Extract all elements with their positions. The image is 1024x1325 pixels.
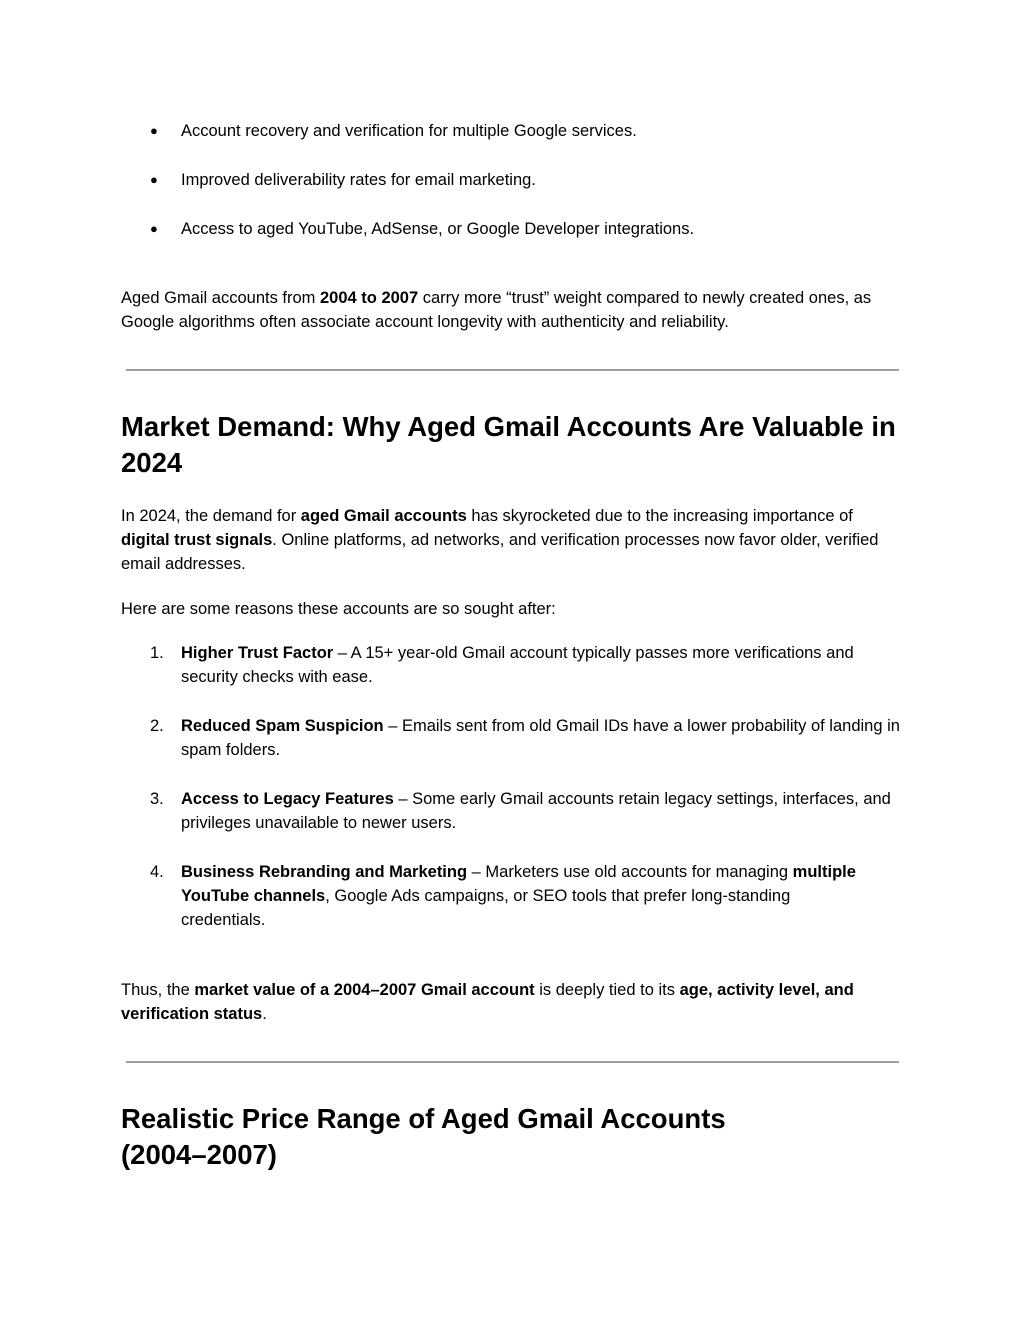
- bold-text: age, activity level, and verification status: [121, 981, 854, 1023]
- bullet-icon: ●: [150, 123, 158, 138]
- bullet-item: Access to aged YouTube, AdSense, or Google Developer integrations.: [181, 220, 695, 238]
- text: In 2024, the demand for: [121, 507, 301, 525]
- list-item: [181, 860, 871, 932]
- text: – A 15+ year-old Gmail account typically passes more verifications and security checks with ease.: [181, 644, 854, 686]
- text: .: [262, 1005, 267, 1023]
- bold-text: Access to Legacy Features: [181, 790, 394, 808]
- text: Thus, the: [121, 981, 195, 999]
- bold-text: Business Rebranding and Marketing: [181, 863, 468, 881]
- bullet-icon: ●: [150, 221, 158, 236]
- section-heading-market-demand: Market Demand: Why Aged Gmail Accounts Are Valuable in 2024: [121, 411, 896, 478]
- market-intro-paragraph: [121, 504, 906, 576]
- bold-text: aged Gmail accounts: [300, 507, 467, 525]
- text: , Google Ads campaigns, or SEO tools that prefer long-standing credentials.: [181, 887, 791, 929]
- bold-text: market value of a 2004–2007 Gmail account: [194, 981, 535, 999]
- list-item: [181, 714, 906, 762]
- text: – Marketers use old accounts for managing: [467, 863, 793, 881]
- divider: [126, 369, 899, 371]
- list-item: [181, 641, 906, 689]
- bold-text: Reduced Spam Suspicion: [181, 717, 384, 735]
- bullet-item: Account recovery and verification for multiple Google services.: [181, 122, 637, 140]
- bold-text: digital trust signals: [121, 531, 273, 549]
- reasons-lead: Here are some reasons these accounts are so sought after:: [121, 600, 556, 618]
- bold-text: 2004 to 2007: [320, 289, 419, 307]
- text: is deeply tied to its: [534, 981, 680, 999]
- list-number: 2.: [150, 717, 164, 735]
- text: Aged Gmail accounts from: [121, 289, 320, 307]
- list-item: [181, 787, 906, 835]
- text: – Emails sent from old Gmail IDs have a lower probability of landing in spam folders.: [181, 717, 900, 759]
- bold-text: multiple YouTube channels: [181, 863, 856, 905]
- section-heading-price-range: Realistic Price Range of Aged Gmail Accounts (2004–2007): [121, 1103, 726, 1170]
- list-number: 3.: [150, 790, 164, 808]
- list-number: 1.: [150, 644, 164, 662]
- bold-text: Higher Trust Factor: [181, 644, 334, 662]
- list-number: 4.: [150, 863, 164, 881]
- conclusion-paragraph: [121, 978, 906, 1026]
- bullet-icon: ●: [150, 172, 158, 187]
- aged-paragraph: [121, 286, 906, 334]
- text: – Some early Gmail accounts retain legacy settings, interfaces, and privileges unavailable to newer users.: [181, 790, 891, 832]
- text: has skyrocketed due to the increasing importance of: [466, 507, 853, 525]
- bullet-item: Improved deliverability rates for email marketing.: [181, 171, 536, 189]
- text: . Online platforms, ad networks, and verification processes now favor older, verified email addresses.: [121, 531, 879, 573]
- text: carry more “trust” weight compared to newly created ones, as Google algorithms often associate account longevity with authenticity and reliability.: [121, 289, 872, 331]
- divider: [126, 1061, 899, 1063]
